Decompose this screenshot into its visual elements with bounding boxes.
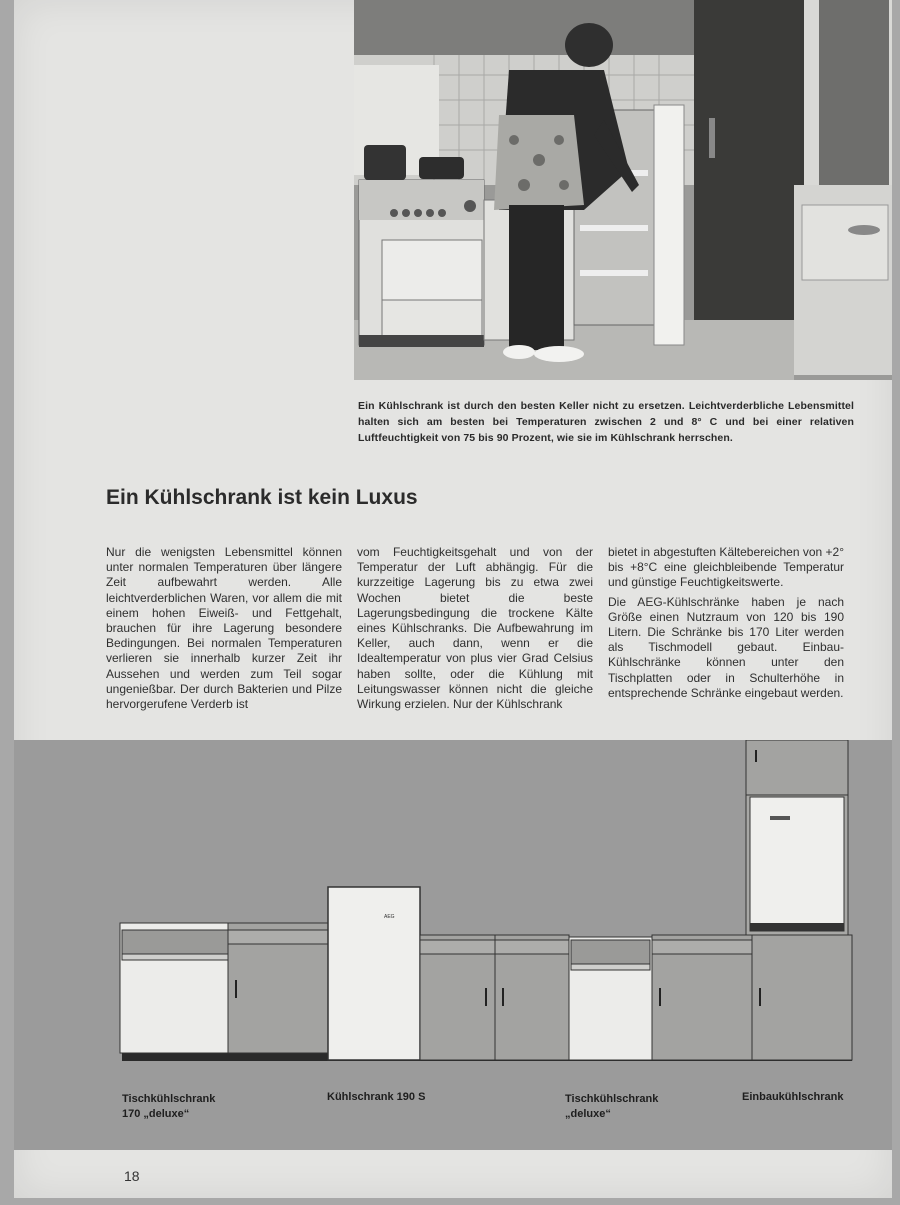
fridge-lineup-icon bbox=[14, 740, 892, 1150]
label-tischkuehlschrank-deluxe: Tischkühlschrank „deluxe“ bbox=[565, 1093, 659, 1120]
label-tischkuehlschrank-170: Tischkühlschrank 170 „deluxe“ bbox=[122, 1093, 216, 1120]
photo-caption: Ein Kühlschrank ist durch den besten Keller nicht zu ersetzen. Leichtverderbliche Lebensmittel halten sich am besten bei Temperaturen zwischen 2 und 8° C und bei einer relativen Luftfeuchtigkeit von 75 bis 90 Prozent, wie sie im Kühlschrank herrschen. bbox=[358, 400, 854, 444]
fridge-lineup-illustration bbox=[14, 740, 892, 1150]
text-column-1 bbox=[106, 545, 342, 716]
column-3-text-2: Die AEG-Kühlschränke haben je nach Größe einen Nutzraum von 120 bis 190 Litern. Die Schränke bis 170 Liter werden als Tischmodell gebaut. Einbau-Kühlschränke können unter den Tischplatten oder in Schulterhöhe in entsprechende Schränke eingebaut werden. bbox=[608, 594, 844, 700]
text-column-2 bbox=[357, 545, 593, 716]
column-2-text: vom Feuchtigkeitsgehalt und von der Temperatur der Luft abhängig. Für die kurzzeitige Lagerung bis zu etwa zwei Wochen bietet die beste Lagerungsbedingung die trockene Kälte eines Kühlschranks. Die Aufbewahrung im Keller, auch dann, wenn er die Idealtemperatur von plus vier Grad Celsius haben sollte, oder die Kühlung mit Leitungswasser können nicht die gleiche Wirkung erzielen. Nur der Kühlschrank bbox=[357, 545, 593, 712]
text-column-3 bbox=[608, 545, 844, 705]
page-title: Ein Kühlschrank ist kein Luxus bbox=[106, 486, 418, 509]
column-1-text: Nur die wenigsten Lebensmittel können unter normalen Temperaturen über längere Zeit aufbewahrt werden. Alle leichtverderblichen Waren, vor allem die mit einem hohen Eiweiß- und Fettgehalt, brauchen für ihre Lagerung besondere Bedingungen. Bei normalen Temperaturen verlieren sie innerhalb kurzer Zeit ihr Aussehen und werden zum Teil sogar ungenießbar. Der durch Bakterien und Pilze hervorgerufene Verderb ist bbox=[106, 545, 342, 712]
page-number: 18 bbox=[124, 1168, 140, 1184]
kitchen-photo-icon bbox=[354, 0, 892, 380]
magazine-page bbox=[14, 0, 892, 1198]
fridge-logo: AEG bbox=[384, 914, 395, 920]
kitchen-photo bbox=[354, 0, 892, 380]
label-einbaukuehlschrank: Einbaukühlschrank bbox=[742, 1091, 844, 1103]
column-3-text: bietet in abgestuften Kältebereichen von +2° bis +8°C eine gleichbleibende Temperatur und günstige Feuchtigkeitswerte. bbox=[608, 545, 844, 590]
label-kuehlschrank-190s: Kühlschrank 190 S bbox=[327, 1091, 426, 1103]
